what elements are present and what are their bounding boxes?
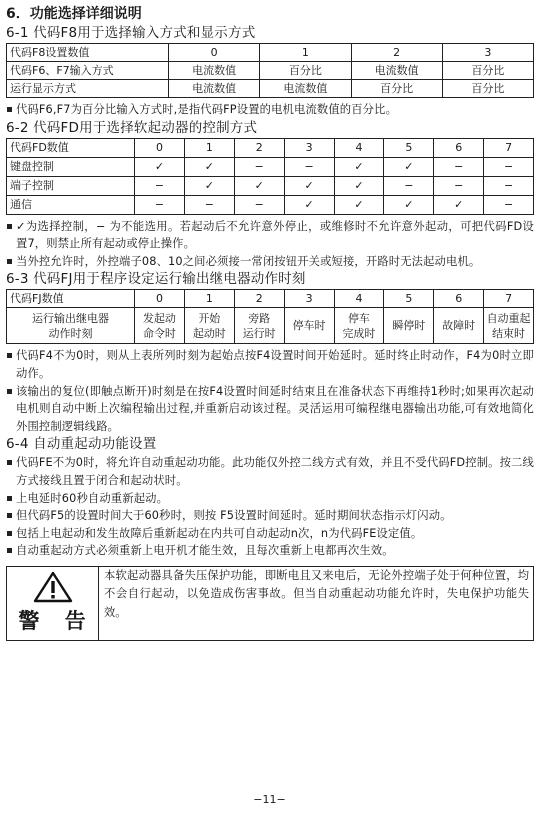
table-cell bbox=[7, 308, 135, 344]
note-text: 但代码F5的设置时间大于60秒时，则按 F5设置时间延时。延时期间状态指示灯闪动。 bbox=[16, 509, 452, 523]
table-cell: 5 bbox=[384, 290, 434, 308]
note-paragraph bbox=[6, 218, 534, 253]
bullet-icon bbox=[6, 507, 16, 525]
table-cell: 4 bbox=[334, 138, 384, 157]
table-cell: ✓ bbox=[184, 157, 234, 176]
table-cell: − bbox=[135, 176, 185, 195]
section-title: 6．功能选择详细说明 bbox=[6, 6, 142, 22]
table-cell: 6 bbox=[434, 290, 484, 308]
cell-line: 完成时 bbox=[342, 326, 376, 340]
cell-line: 动作时刻 bbox=[48, 326, 93, 340]
cell-line: 发起动 bbox=[142, 311, 176, 325]
table-cell: ✓ bbox=[135, 157, 185, 176]
note-text: 上电延时60秒自动重新起动。 bbox=[16, 491, 169, 505]
cell-line: 运行时 bbox=[242, 326, 276, 340]
subsection-title-6-3: 6-3 代码FJ用于程序设定运行输出继电器动作时刻 bbox=[6, 271, 306, 288]
table-cell: ✓ bbox=[234, 176, 284, 195]
table-row bbox=[7, 290, 534, 308]
table-cell: − bbox=[434, 157, 484, 176]
cell-line: 自动重起 bbox=[486, 311, 531, 325]
table-cell: 3 bbox=[442, 44, 533, 62]
fd-table bbox=[6, 138, 534, 215]
table-cell: ✓ bbox=[334, 176, 384, 195]
table-cell: 0 bbox=[169, 44, 260, 62]
page-number: −11− bbox=[253, 793, 286, 806]
note-text: 当外控允许时，外控端子08、10之间必须接一常闭按钮开关或短接，开路时无法起动电机。 bbox=[16, 254, 481, 268]
table-cell: − bbox=[234, 195, 284, 214]
table-row bbox=[7, 138, 534, 157]
table-cell: ✓ bbox=[184, 176, 234, 195]
table-cell: ✓ bbox=[434, 195, 484, 214]
table-cell: 3 bbox=[284, 138, 334, 157]
table-cell: − bbox=[484, 195, 534, 214]
table-cell: 6 bbox=[434, 138, 484, 157]
cell-line: 结束时 bbox=[492, 326, 526, 340]
table-cell bbox=[184, 308, 234, 344]
table-row bbox=[7, 195, 534, 214]
note-paragraph bbox=[6, 383, 534, 436]
bullet-icon bbox=[6, 101, 16, 119]
note-paragraph bbox=[6, 507, 534, 525]
table-cell: 运行显示方式 bbox=[7, 80, 169, 98]
table-cell bbox=[234, 308, 284, 344]
table-cell: 3 bbox=[284, 290, 334, 308]
table-row bbox=[7, 308, 534, 344]
warning-text: 本软起动器具备失压保护功能，即断电且又来电后，无论外控端子处于何种位置，均不会自行起动，以免造成伤害事故。但当自动重起动功能允许时，失电保护功能失效。 bbox=[104, 568, 529, 619]
manual-page bbox=[6, 4, 534, 641]
note-paragraph bbox=[6, 253, 534, 271]
bullet-icon bbox=[6, 454, 16, 489]
bullet-icon bbox=[6, 383, 16, 436]
table-cell: 代码F8设置数值 bbox=[7, 44, 169, 62]
table-cell: 1 bbox=[260, 44, 351, 62]
note-text: ✓为选择控制，− 为不能选用。若起动后不允许意外停止，或维修时不允许意外起动，可把代码FD设置7，则禁止所有起动或停止操作。 bbox=[16, 219, 534, 251]
note-paragraph bbox=[6, 542, 534, 560]
table-cell: ✓ bbox=[284, 176, 334, 195]
table-cell: − bbox=[184, 195, 234, 214]
table-cell: 2 bbox=[234, 138, 284, 157]
table-cell: 2 bbox=[351, 44, 442, 62]
cell-line: 瞬停时 bbox=[392, 319, 426, 333]
table-cell: ✓ bbox=[334, 157, 384, 176]
table-cell: 电流数值 bbox=[169, 62, 260, 80]
note-paragraph bbox=[6, 525, 534, 543]
table-cell: 2 bbox=[234, 290, 284, 308]
table-cell: 7 bbox=[484, 138, 534, 157]
cell-line: 故障时 bbox=[442, 319, 476, 333]
table-cell bbox=[434, 308, 484, 344]
subsection-title-6-1: 6-1 代码F8用于选择输入方式和显示方式 bbox=[6, 25, 256, 41]
cell-line: 命令时 bbox=[142, 326, 176, 340]
table-cell: − bbox=[284, 157, 334, 176]
note-text: 代码FE不为0时，将允许自动重起动功能。此功能仅外控二线方式有效，并且不受代码FD控制。按二线方式接线且置于闭合和起动状时。 bbox=[16, 456, 534, 487]
table-cell: − bbox=[484, 157, 534, 176]
table-cell: 端子控制 bbox=[7, 176, 135, 195]
cell-line: 停车 bbox=[347, 311, 370, 325]
subsection-title-6-2: 6-2 代码FD用于选择软起动器的控制方式 bbox=[6, 119, 258, 136]
table-cell bbox=[284, 308, 334, 344]
bullet-icon bbox=[6, 218, 16, 253]
cell-line: 开始 bbox=[198, 311, 221, 325]
note-text: 该输出的复位(即触点断开)时刻是在按F4设置时间延时结束且在准备状态下再维持1秒时;如果再次起动电机则自动中断上次编程输出过程,并重新启动该过程。灵活运用可编程继电器输出功能,可有效地简化外围控制逻辑线路。 bbox=[16, 384, 534, 433]
table-cell: 代码FD数值 bbox=[7, 138, 135, 157]
table-cell: 百分比 bbox=[351, 80, 442, 98]
note-text: 包括上电起动和发生故障后重新起动在内共可自动起动n次，n为代码FE设定值。 bbox=[16, 526, 423, 540]
table-cell: − bbox=[234, 157, 284, 176]
cell-line: 旁路 bbox=[248, 311, 271, 325]
note-text: 自动重起动方式必须重新上电开机才能生效，且每次重新上电都再次生效。 bbox=[16, 544, 394, 558]
table-cell: − bbox=[434, 176, 484, 195]
table-cell bbox=[484, 308, 534, 344]
table-cell: 百分比 bbox=[442, 80, 533, 98]
bullet-icon bbox=[6, 525, 16, 543]
table-row bbox=[7, 80, 534, 98]
bullet-icon bbox=[6, 347, 16, 382]
table-cell: − bbox=[135, 195, 185, 214]
table-cell: 0 bbox=[135, 290, 185, 308]
table-row bbox=[7, 157, 534, 176]
table-cell: 1 bbox=[184, 290, 234, 308]
fj-table bbox=[6, 289, 534, 344]
table-cell: ✓ bbox=[284, 195, 334, 214]
warning-box bbox=[6, 566, 534, 641]
table-cell: 代码F6、F7输入方式 bbox=[7, 62, 169, 80]
cell-line: 运行输出继电器 bbox=[32, 311, 109, 325]
warning-label: 警 告 bbox=[18, 609, 95, 634]
table-cell: 4 bbox=[334, 290, 384, 308]
table-cell: 代码FJ数值 bbox=[7, 290, 135, 308]
table-cell: 0 bbox=[135, 138, 185, 157]
cell-line: 起动时 bbox=[192, 326, 226, 340]
bullet-icon bbox=[6, 253, 16, 271]
subsection-title-6-4: 6-4 自动重起动功能设置 bbox=[6, 436, 157, 453]
bullet-icon bbox=[6, 542, 16, 560]
table-cell bbox=[384, 308, 434, 344]
cell-line: 停车时 bbox=[292, 319, 326, 333]
note-paragraph bbox=[6, 490, 534, 508]
f8-table bbox=[6, 43, 534, 98]
table-row bbox=[7, 62, 534, 80]
warning-label-cell bbox=[7, 567, 99, 640]
table-cell: 电流数值 bbox=[351, 62, 442, 80]
table-row bbox=[7, 176, 534, 195]
table-cell: 通信 bbox=[7, 195, 135, 214]
table-cell: 百分比 bbox=[260, 62, 351, 80]
note-paragraph bbox=[6, 101, 534, 119]
table-cell: 7 bbox=[484, 290, 534, 308]
table-cell: 电流数值 bbox=[260, 80, 351, 98]
table-cell: − bbox=[384, 176, 434, 195]
table-cell: 1 bbox=[184, 138, 234, 157]
table-cell: 5 bbox=[384, 138, 434, 157]
table-cell: ✓ bbox=[384, 157, 434, 176]
table-cell: ✓ bbox=[384, 195, 434, 214]
note-text: 代码F6,F7为百分比输入方式时,是指代码FP设置的电机电流数值的百分比。 bbox=[16, 103, 398, 116]
table-cell: 键盘控制 bbox=[7, 157, 135, 176]
table-cell: ✓ bbox=[334, 195, 384, 214]
table-cell bbox=[334, 308, 384, 344]
bullet-icon bbox=[6, 490, 16, 508]
warning-triangle-icon bbox=[33, 571, 73, 603]
table-cell bbox=[135, 308, 185, 344]
note-paragraph bbox=[6, 347, 534, 382]
note-paragraph bbox=[6, 454, 534, 489]
table-cell: 百分比 bbox=[442, 62, 533, 80]
table-cell: 电流数值 bbox=[169, 80, 260, 98]
note-text: 代码F4不为0时，则从上表所列时刻为起始点按F4设置时间开始延时。延时终止时动作，F4为0时立即动作。 bbox=[16, 349, 534, 380]
table-row bbox=[7, 44, 534, 62]
table-cell: − bbox=[484, 176, 534, 195]
